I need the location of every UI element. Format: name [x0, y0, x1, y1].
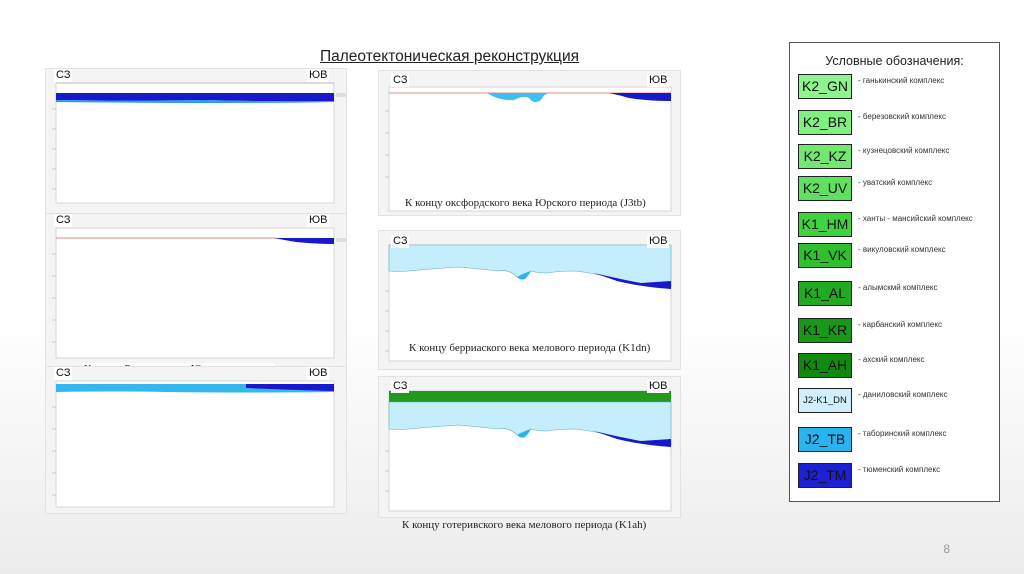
section-plot-3 [46, 367, 347, 514]
legend-description: - кузнецовский комплекс [858, 146, 950, 155]
direction-label-nw: СЗ [393, 74, 408, 86]
direction-label-se: ЮВ [649, 380, 668, 392]
section-panel-2 [45, 213, 347, 377]
direction-label-se: ЮВ [309, 367, 328, 379]
direction-label-nw: СЗ [56, 69, 71, 81]
legend-swatch-k1-hm: K1_HM [798, 212, 852, 237]
section-panel-6 [378, 376, 681, 518]
panel-caption: К концу берриаского века мелового периода (K1dn) [409, 342, 651, 354]
legend-description: - таборинский комплекс [858, 429, 947, 438]
direction-label-se: ЮВ [649, 235, 668, 247]
legend-swatch-k2-br: K2_BR [798, 110, 852, 135]
direction-label-nw: СЗ [56, 214, 71, 226]
direction-label-nw: СЗ [56, 367, 71, 379]
legend-description: - ганькинский комплекс [858, 76, 945, 85]
legend-swatch-k2-gn: K2_GN [798, 74, 852, 99]
direction-label-nw: СЗ [393, 380, 408, 392]
legend-description: - алымскмй комплекс [858, 283, 938, 292]
legend-swatch-k1-kr: K1_KR [798, 318, 852, 343]
section-plot-4 [379, 71, 681, 216]
direction-label-se: ЮВ [649, 74, 668, 86]
legend-description: - даниловский комплекс [858, 390, 948, 399]
legend-title: Условные обозначения: [825, 54, 964, 68]
legend-description: - карбанский комплекс [858, 320, 942, 329]
legend-description: - тюменский комплекс [858, 465, 941, 474]
legend-description: - викуловский комплекс [858, 245, 946, 254]
direction-label-se: ЮВ [309, 69, 328, 81]
legend-description: - березовский комплекс [858, 112, 946, 121]
section-panel-5 [378, 230, 681, 370]
legend-swatch-j2-tm: J2_TM [798, 463, 852, 488]
legend-box [789, 42, 1000, 502]
section-panel-3 [45, 366, 347, 514]
legend-swatch-k1-al: K1_AL [798, 281, 852, 306]
legend-swatch-k1-vk: K1_VK [798, 243, 852, 268]
legend-swatch-j2-tb: J2_TB [798, 427, 852, 452]
direction-label-nw: СЗ [393, 235, 408, 247]
section-panel-4 [378, 70, 681, 216]
section-panel-1 [45, 68, 347, 218]
panel-caption-bottom: К концу готеривского века мелового периода (K1ah) [402, 519, 647, 531]
section-plot-6 [379, 377, 681, 518]
legend-description: - ханты - мансийский комплекс [858, 214, 973, 223]
section-plot-2 [46, 214, 347, 377]
slide-title: Палеотектоническая реконструкция [320, 48, 579, 65]
legend-description: - ахский комплекс [858, 355, 925, 364]
legend-swatch-k1-ah: K1_AH [798, 353, 852, 378]
legend-description: - уватский комплекс [858, 178, 933, 187]
page-number: 8 [943, 542, 950, 556]
legend-swatch-j2-k1-dn: J2-K1_DN [798, 388, 852, 413]
legend-swatch-k2-kz: K2_KZ [798, 144, 852, 169]
section-plot-1 [46, 69, 347, 218]
panel-caption: К концу оксфордского века Юрского периода (J3tb) [405, 197, 646, 209]
legend-swatch-k2-uv: K2_UV [798, 176, 852, 201]
direction-label-se: ЮВ [309, 214, 328, 226]
